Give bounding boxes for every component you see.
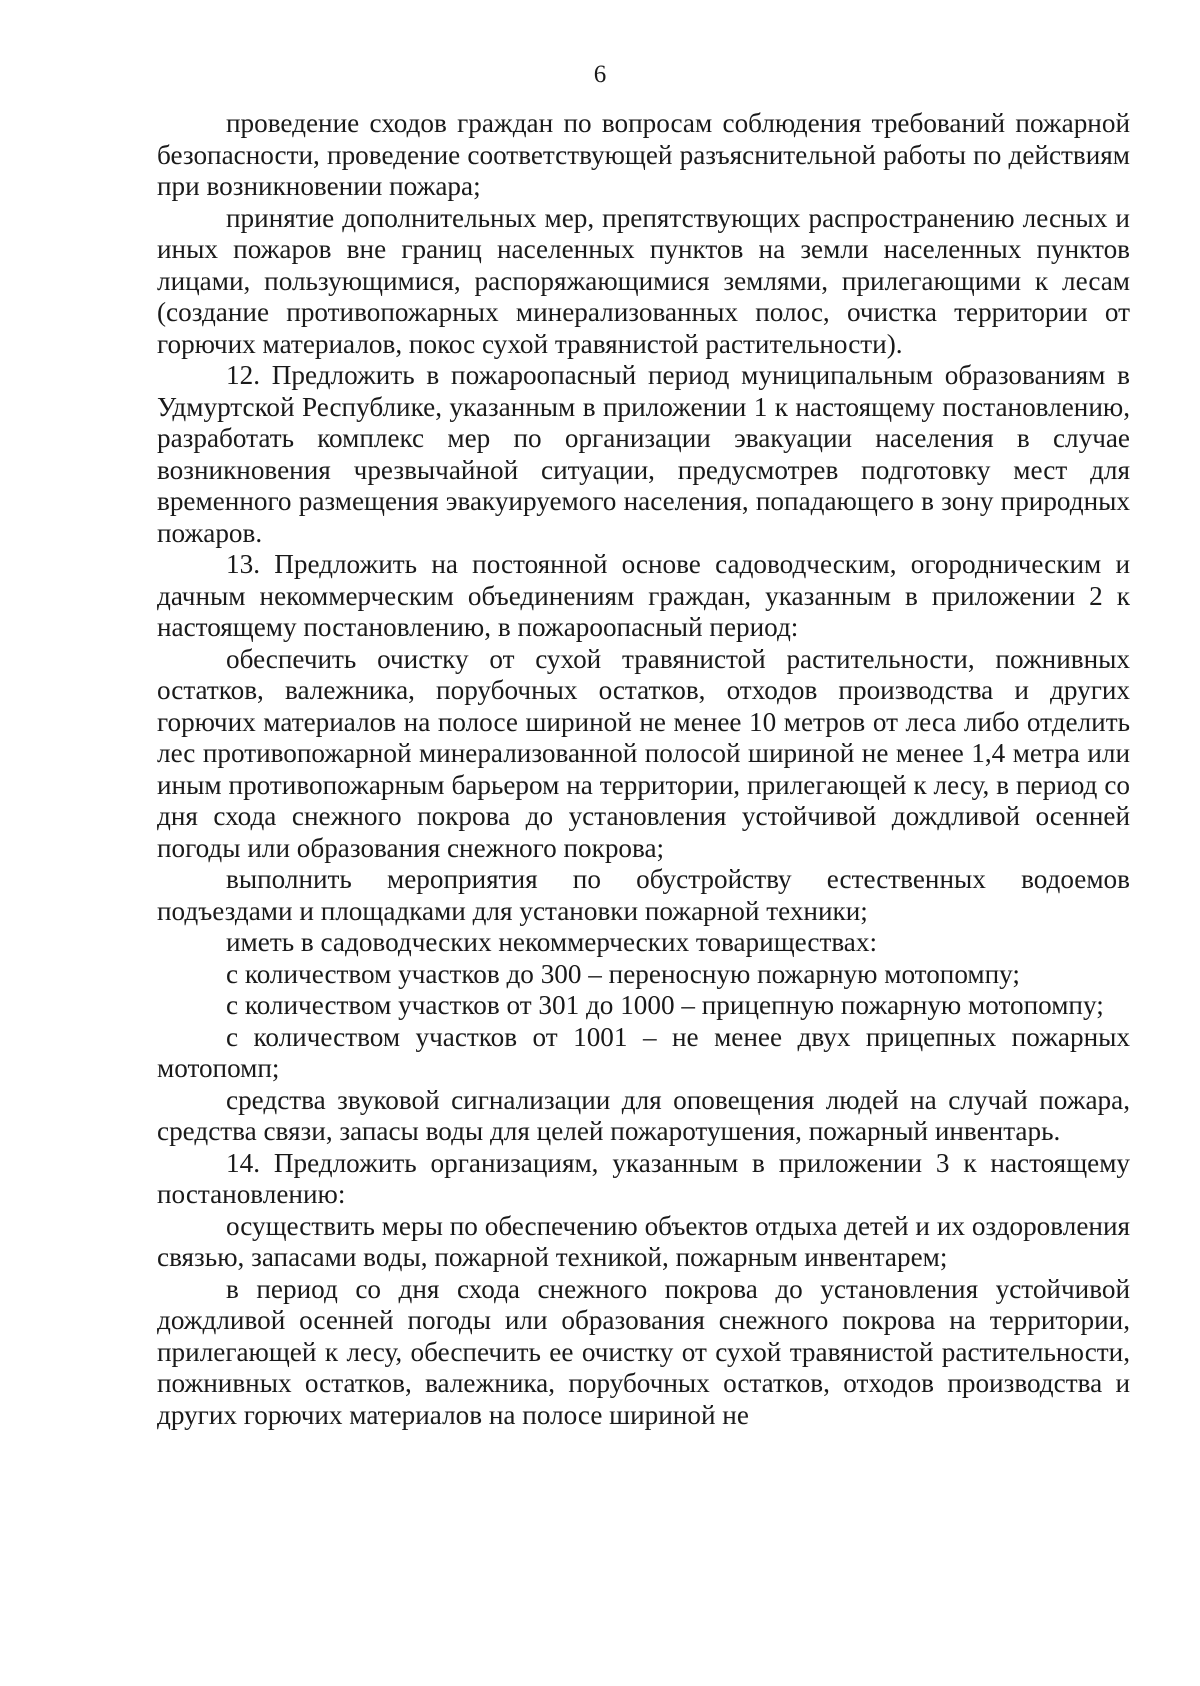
paragraph: с количеством участков от 301 до 1000 – прицепную пожарную мотопомпу; (226, 990, 1104, 1020)
paragraph: проведение сходов граждан по вопросам соблюдения требований пожарной безопасности, проведение соответствующей разъяснительной работы по действиям при возникновении пожара; (157, 108, 1130, 201)
paragraph: принятие дополнительных мер, препятствующих распространению лесных и иных пожаров вне границ населенных пунктов на земли населенных пунктов лицами, пользующимися, распоряжающимися землями, прилегающими к лесам (создание противопожарных минерализованных полос, очистка территории от горючих материалов, покос сухой травянистой растительности). (157, 202, 1130, 359)
paragraph: в период со дня схода снежного покрова до установления устойчивой дождливой осенней погоды или образования снежного покрова на территории, прилегающей к лесу, обеспечить ее очистку от сухой травянистой растительности, пожнивных остатков, валежника, порубочных остатков, отходов производства и других горючих материалов на полосе шириной не (157, 1273, 1130, 1430)
paragraph: 12. Предложить в пожароопасный период муниципальным образованиям в Удмуртской Республике, указанным в приложении 1 к настоящему постановлению, разработать комплекс мер по организации эвакуации населения в случае возникновения чрезвычайной ситуации, предусмотрев подготовку мест для временного размещения эвакуируемого населения, попадающего в зону природных пожаров. (157, 360, 1130, 548)
page-number: 6 (593, 61, 607, 88)
paragraph: иметь в садоводческих некоммерческих товариществах: (226, 927, 878, 957)
paragraph: обеспечить очистку от сухой травянистой растительности, пожнивных остатков, валежника, порубочных остатков, отходов производства и других горючих материалов на полосе шириной не менее 10 метров от леса либо отделить лес противопожарной минерализованной полосой шириной не менее 1,4 метра или иным противопожарным барьером на территории, прилегающей к лесу, в период со дня схода снежного покрова до установления устойчивой дождливой осенней погоды или образования снежного покрова; (157, 643, 1130, 863)
paragraph: 13. Предложить на постоянной основе садоводческим, огородническим и дачным некоммерческим объединениям граждан, указанным в приложении 2 к настоящему постановлению, в пожароопасный период: (157, 549, 1130, 642)
paragraph: средства звуковой сигнализации для оповещения людей на случай пожара, средства связи, запасы воды для целей пожаротушения, пожарный инвентарь. (157, 1084, 1130, 1146)
paragraph: 14. Предложить организациям, указанным в приложении 3 к настоящему постановлению: (157, 1147, 1130, 1209)
paragraph: осуществить меры по обеспечению объектов отдыха детей и их оздоровления связью, запасами воды, пожарной техникой, пожарным инвентарем; (157, 1210, 1130, 1272)
paragraph: с количеством участков до 300 – переносную пожарную мотопомпу; (226, 958, 1020, 989)
document-body (157, 108, 1130, 1431)
paragraph: с количеством участков от 1001 – не менее двух прицепных пожарных мотопомп; (157, 1021, 1130, 1083)
paragraph: выполнить мероприятия по обустройству естественных водоемов подъездами и площадками для установки пожарной техники; (157, 864, 1130, 926)
